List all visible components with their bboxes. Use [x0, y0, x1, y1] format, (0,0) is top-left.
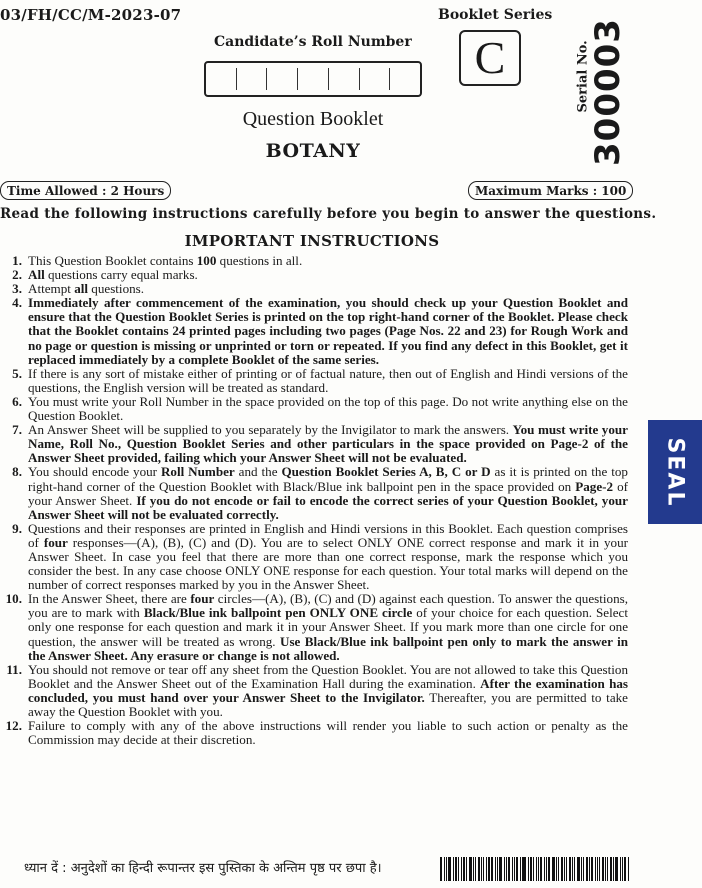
- instruction-text: questions.: [88, 281, 145, 297]
- instruction-text: of your choice for each question. Select only one response for each question and mark it in your Answer Sheet. If you mark more than one circle for one question, the answer will be treated as wrong.: [28, 605, 628, 649]
- barcode-bar: [530, 857, 532, 881]
- barcode-bar: [558, 857, 559, 881]
- instruction-text: An Answer Sheet will be supplied to you separately by the Invigilator to mark the answers.: [28, 422, 513, 438]
- instruction-text: This Question Booklet contains: [28, 253, 197, 268]
- instruction-text: You must write your Roll Number in the space provided on the top of this page. Do not write anything else on the Question Booklet.: [28, 393, 628, 424]
- instruction-text: Question Booklet Series A, B, C or D: [281, 464, 491, 480]
- barcode-bar: [523, 857, 526, 881]
- barcode-bar: [624, 857, 626, 881]
- instruction-text: Roll Number: [160, 464, 235, 480]
- barcode-bar: [556, 857, 557, 881]
- barcode-bar: [522, 857, 523, 881]
- instruction-item: [0, 254, 628, 268]
- barcode-bar: [512, 857, 513, 881]
- roll-number-cell[interactable]: [237, 68, 268, 90]
- barcode-bar: [508, 857, 510, 881]
- time-allowed-badge: Time Allowed : 2 Hours: [0, 181, 171, 200]
- instruction-item: [0, 268, 628, 282]
- instruction-text: circles—(A), (B), (C) and (D) against each question. To answer the questions, you are to mark with: [28, 591, 628, 621]
- barcode-bar: [607, 857, 608, 881]
- barcode-bar: [444, 857, 445, 881]
- instruction-item: [0, 719, 628, 747]
- instruction-item: [0, 465, 628, 521]
- instruction-text: Failure to comply with any of the above instructions will render you liable to such action or penalty as the Commission may decide at their discretion.: [28, 718, 628, 748]
- booklet-series-label: Booklet Series: [438, 7, 553, 23]
- roll-number-label: Candidate’s Roll Number: [214, 34, 412, 50]
- serial-number-label: Serial No.: [575, 40, 591, 113]
- barcode-bar: [446, 857, 447, 881]
- barcode-bar: [599, 857, 600, 881]
- instruction-item: [0, 592, 628, 662]
- instruction-item: [0, 522, 628, 592]
- barcode-bar: [536, 857, 537, 881]
- barcode-bar: [483, 857, 484, 881]
- barcode-bar: [552, 857, 555, 881]
- instruction-text: If you do not encode or fail to encode the correct series of your Question Booklet, your Answer Sheet will not be evaluated correctly.: [28, 492, 628, 522]
- instructions-list: [0, 254, 628, 747]
- roll-number-cell[interactable]: [329, 68, 360, 90]
- barcode-bar: [520, 857, 521, 881]
- seal-label: SEAL: [662, 437, 688, 507]
- instruction-number: 6.: [12, 393, 22, 409]
- instruction-text: all: [74, 281, 89, 297]
- barcode-bar: [548, 857, 550, 881]
- barcode-bar: [605, 857, 606, 881]
- barcode-bar: [506, 857, 507, 881]
- paper-code: 03/FH/CC/M-2023-07: [0, 6, 182, 24]
- instruction-text: as it is printed on the top right-hand corner of the Question Booklet with Black/Blue ink ballpoint pen in the space provided on: [28, 464, 628, 494]
- read-instruction: Read the following instructions carefully before you begin to answer the questions.: [0, 206, 657, 222]
- instruction-text: You must write your Name, Roll No., Question Booklet Series and other particulars in the space provided on Page-2 of the Answer Sheet provided, failing which your Answer Sheet will not be evaluated.: [28, 422, 628, 466]
- barcode-bar: [569, 857, 571, 881]
- important-instructions-title: IMPORTANT INSTRUCTIONS: [184, 232, 440, 250]
- booklet-title: Question Booklet: [242, 108, 384, 130]
- barcode-bar: [486, 857, 487, 881]
- instruction-number: 9.: [12, 520, 22, 536]
- barcode-bar: [528, 857, 529, 881]
- barcode-bar: [475, 857, 476, 881]
- barcode-bar: [499, 857, 502, 881]
- instruction-text: questions in all.: [216, 253, 303, 268]
- serial-number: 300003: [588, 18, 628, 166]
- barcode-bar: [561, 857, 563, 881]
- barcode-bar: [620, 857, 621, 881]
- instruction-text: and the: [234, 464, 282, 480]
- instruction-number: 10.: [5, 591, 22, 607]
- instruction-number: 3.: [12, 281, 22, 297]
- barcode-bar: [610, 857, 612, 881]
- barcode-bar: [463, 857, 465, 881]
- barcode-bar: [572, 857, 573, 881]
- instruction-number: 8.: [12, 464, 22, 480]
- booklet-series-box: C: [459, 30, 521, 86]
- instruction-number: 4.: [12, 295, 22, 311]
- instruction-number: 5.: [12, 365, 22, 381]
- barcode-bar: [533, 857, 534, 881]
- barcode-bar: [458, 857, 459, 881]
- barcode-bar: [583, 857, 584, 881]
- instruction-text: Immediately after commencement of the examination, you should check up your Question Booklet and ensure that the Question Booklet Series is printed on the top right-hand corner of the Booklet. Please check that the Booklet contains 24 printed pages including two pages (Page Nos. 22 and 23) for Rough Work and no page or question is missing or unprinted or torn or repeated. If you find any defect in this Booklet, get it replaced immediately by a complete Booklet of the same series.: [28, 295, 628, 367]
- barcode-bar: [455, 857, 457, 881]
- instruction-item: [0, 395, 628, 423]
- instruction-text: Attempt: [28, 281, 75, 297]
- roll-number-cell[interactable]: [267, 68, 298, 90]
- instruction-item: [0, 663, 628, 719]
- instruction-text: 100: [196, 253, 217, 268]
- maximum-marks-badge: Maximum Marks : 100: [468, 181, 633, 200]
- barcode-bar: [448, 857, 451, 881]
- instruction-item: [0, 296, 628, 366]
- instruction-text: four: [190, 591, 215, 607]
- barcode-bar: [628, 857, 629, 881]
- roll-number-cell[interactable]: [360, 68, 391, 90]
- instruction-number: 1.: [12, 253, 22, 268]
- instruction-text: You should encode your: [28, 464, 161, 480]
- barcode-bar: [461, 857, 462, 881]
- instruction-text: After the examination has concluded, you must hand over your Answer Sheet to the Invigilator.: [28, 675, 628, 705]
- instruction-text: If there is any sort of mistake either of printing or of factual nature, then out of English and Hindi versions of the questions, the English version will be treated as standard.: [28, 365, 628, 395]
- barcode-bar: [622, 857, 623, 881]
- instruction-text: You should not remove or tear off any sheet from the Question Booklet. You are not allowed to take this Question Booklet and the Answer Sheet out of the Examination Hall during the examination.: [28, 661, 628, 691]
- hindi-note: ध्यान दें : अनुदेशों का हिन्दी रूपान्तर इस पुस्तिका के अन्तिम पृष्ठ पर छपा है।: [24, 861, 382, 876]
- roll-number-cell[interactable]: [298, 68, 329, 90]
- barcode-bar: [453, 857, 454, 881]
- barcode-bar: [497, 857, 498, 881]
- barcode-bar: [514, 857, 515, 881]
- seal-tab: [648, 420, 702, 524]
- instruction-number: 7.: [12, 422, 22, 438]
- barcode-bar: [595, 857, 596, 881]
- instruction-text: Black/Blue ink ballpoint pen ONLY ONE circle: [143, 605, 413, 621]
- barcode-bar: [564, 857, 565, 881]
- instruction-item: [0, 423, 628, 465]
- instruction-text: Thereafter, you are permitted to take away the Question Booklet with you.: [28, 689, 628, 719]
- instruction-number: 11.: [6, 661, 22, 677]
- instruction-text: Questions and their responses are printed in English and Hindi versions in this Booklet. Each question comprises of: [28, 520, 628, 550]
- barcode-bar: [495, 857, 496, 881]
- instruction-text: four: [43, 534, 68, 550]
- barcode-bar: [440, 857, 442, 881]
- barcode-bar: [488, 857, 490, 881]
- barcode-bar: [597, 857, 598, 881]
- barcode-bar: [478, 857, 480, 881]
- barcode-bar: [566, 857, 567, 881]
- barcode-bar: [581, 857, 582, 881]
- instruction-text: All: [28, 267, 45, 283]
- instruction-item: [0, 282, 628, 296]
- barcode-bar: [538, 857, 539, 881]
- barcode-bar: [589, 857, 590, 881]
- instruction-text: Page-2: [575, 478, 614, 494]
- barcode-bar: [491, 857, 493, 881]
- barcode-bar: [481, 857, 482, 881]
- barcode-bar: [577, 857, 580, 881]
- barcode-bar: [613, 857, 614, 881]
- barcode-bar: [466, 857, 467, 881]
- instruction-text: of your Answer Sheet.: [28, 478, 628, 508]
- instruction-text: Use Black/Blue ink ballpoint pen only to mark the answer in the Answer Sheet. Any erasure or change is not allowed.: [28, 633, 628, 663]
- barcode-bar: [504, 857, 505, 881]
- instruction-text: responses—(A), (B), (C) and (D). You are to select ONLY ONE correct response and mark it in your Answer Sheet. In case you feel that there are more than one correct response, mark the response which you consider the best. In any case choose ONLY ONE response for each question. Your total marks will depend on the number of correct responses marked by you in the Answer Sheet.: [28, 534, 628, 593]
- instruction-number: 12.: [5, 718, 22, 734]
- barcode-bar: [469, 857, 472, 881]
- barcode-bar: [473, 857, 474, 881]
- roll-number-cell[interactable]: [206, 68, 237, 90]
- barcode-bar: [540, 857, 542, 881]
- barcode-bar: [574, 857, 575, 881]
- subject-title: BOTANY: [265, 140, 361, 162]
- instruction-item: [0, 367, 628, 395]
- roll-number-field[interactable]: [204, 61, 422, 97]
- barcode-bar: [586, 857, 588, 881]
- barcode-bar: [544, 857, 545, 881]
- instruction-text: questions carry equal marks.: [44, 267, 198, 283]
- barcode-bar: [591, 857, 593, 881]
- barcode-bar: [516, 857, 518, 881]
- instruction-number: 2.: [12, 267, 22, 283]
- barcode: [440, 857, 630, 881]
- instruction-text: In the Answer Sheet, there are: [28, 591, 191, 607]
- barcode-bar: [615, 857, 618, 881]
- barcode-bar: [602, 857, 604, 881]
- barcode-bar: [546, 857, 547, 881]
- roll-number-cell[interactable]: [390, 68, 420, 90]
